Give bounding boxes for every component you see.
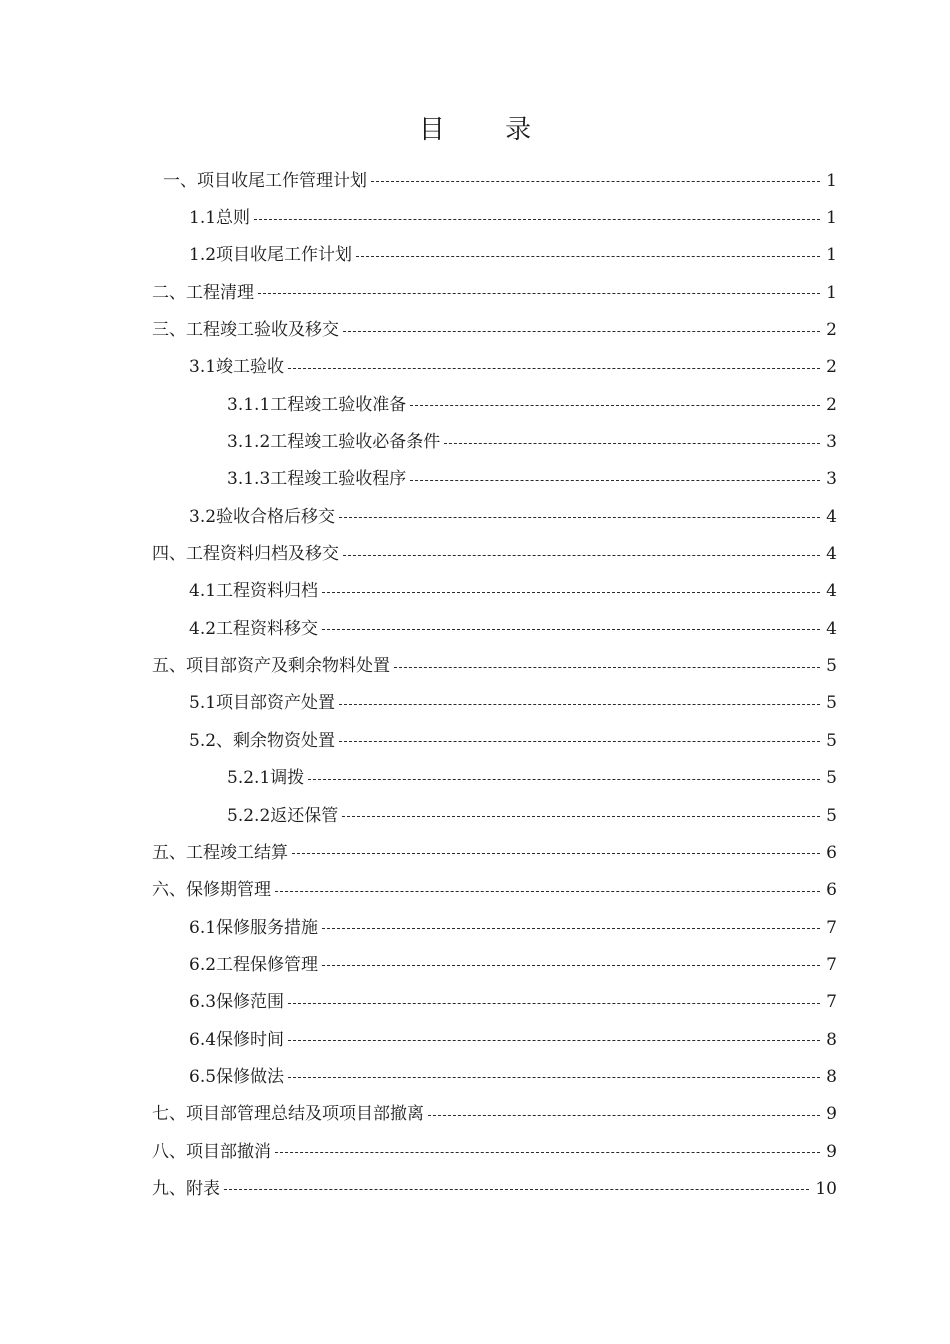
- toc-entry[interactable]: [0, 1021, 950, 1058]
- toc-entry-page-number: 8: [826, 1029, 837, 1050]
- toc-entry-label: 七、项目部管理总结及项项目部撤离: [152, 1104, 424, 1125]
- toc-dot-leader: [342, 816, 820, 817]
- toc-entry[interactable]: [0, 909, 950, 946]
- toc-entry-page-number: 4: [826, 618, 837, 639]
- toc-entry-label: 3.2验收合格后移交: [189, 506, 336, 527]
- toc-dot-leader: [322, 928, 820, 929]
- toc-entry-page-number: 2: [826, 357, 837, 378]
- toc-dot-leader: [322, 629, 820, 630]
- toc-dot-leader: [292, 853, 820, 854]
- toc-entry[interactable]: [0, 461, 950, 498]
- toc-entry-label: 1.1总则: [189, 208, 251, 229]
- toc-dot-leader: [322, 965, 820, 966]
- toc-entry-page-number: 5: [826, 768, 837, 789]
- toc-entry-page-number: 4: [826, 506, 837, 527]
- toc-entry-label: 3.1竣工验收: [189, 357, 285, 378]
- toc-dot-leader: [371, 181, 820, 182]
- toc-entry-label: 5.2、剩余物资处置: [189, 730, 336, 751]
- toc-list: [0, 162, 950, 1208]
- toc-entry[interactable]: [0, 162, 950, 199]
- toc-dot-leader: [428, 1115, 820, 1116]
- toc-entry[interactable]: [0, 199, 950, 236]
- toc-entry-page-number: 3: [826, 469, 837, 490]
- toc-entry[interactable]: [0, 423, 950, 460]
- toc-entry-label: 九、附表: [152, 1178, 220, 1199]
- toc-entry-label: 4.1工程资料归档: [189, 581, 319, 602]
- toc-entry[interactable]: [0, 1058, 950, 1095]
- toc-entry[interactable]: [0, 1133, 950, 1170]
- toc-dot-leader: [343, 555, 820, 556]
- toc-dot-leader: [444, 443, 820, 444]
- toc-entry-page-number: 10: [815, 1178, 837, 1199]
- toc-entry-page-number: 1: [826, 208, 837, 229]
- toc-entry[interactable]: [0, 386, 950, 423]
- toc-entry[interactable]: [0, 834, 950, 871]
- toc-dot-leader: [308, 779, 820, 780]
- toc-entry[interactable]: [0, 573, 950, 610]
- toc-entry-label: 6.5保修做法: [189, 1066, 285, 1087]
- toc-entry-label: 五、工程竣工结算: [152, 842, 288, 863]
- toc-entry-label: 六、保修期管理: [152, 880, 271, 901]
- toc-entry[interactable]: [0, 237, 950, 274]
- toc-entry-label: 3.1.3工程竣工验收程序: [227, 469, 407, 490]
- toc-dot-leader: [275, 1152, 820, 1153]
- toc-dot-leader: [339, 741, 820, 742]
- toc-dot-leader: [254, 219, 820, 220]
- toc-entry-label: 5.2.2返还保管: [227, 805, 339, 826]
- toc-entry-page-number: 2: [826, 394, 837, 415]
- toc-dot-leader: [339, 517, 820, 518]
- toc-dot-leader: [288, 1077, 820, 1078]
- toc-entry-label: 二、工程清理: [152, 282, 254, 303]
- toc-entry-label: 八、项目部撤消: [152, 1141, 271, 1162]
- toc-entry[interactable]: [0, 349, 950, 386]
- toc-dot-leader: [410, 405, 820, 406]
- toc-entry-label: 五、项目部资产及剩余物料处置: [152, 656, 390, 677]
- toc-entry[interactable]: [0, 647, 950, 684]
- toc-dot-leader: [356, 256, 820, 257]
- toc-entry[interactable]: [0, 760, 950, 797]
- toc-entry-page-number: 2: [826, 320, 837, 341]
- toc-entry-label: 6.4保修时间: [189, 1029, 285, 1050]
- toc-entry-page-number: 1: [826, 245, 837, 266]
- toc-entry[interactable]: [0, 685, 950, 722]
- toc-entry-page-number: 8: [826, 1066, 837, 1087]
- toc-entry-page-number: 5: [826, 805, 837, 826]
- toc-entry[interactable]: [0, 1096, 950, 1133]
- toc-dot-leader: [288, 368, 820, 369]
- toc-entry-label: 一、项目收尾工作管理计划: [163, 170, 367, 191]
- toc-entry-page-number: 9: [826, 1104, 837, 1125]
- toc-entry-label: 4.2工程资料移交: [189, 618, 319, 639]
- toc-entry-label: 6.1保修服务措施: [189, 917, 319, 938]
- toc-entry-label: 6.3保修范围: [189, 992, 285, 1013]
- toc-entry-label: 6.2工程保修管理: [189, 954, 319, 975]
- toc-entry-page-number: 4: [826, 581, 837, 602]
- toc-entry-page-number: 7: [826, 992, 837, 1013]
- toc-entry-page-number: 1: [826, 170, 837, 191]
- toc-entry[interactable]: [0, 984, 950, 1021]
- toc-entry-page-number: 1: [826, 282, 837, 303]
- toc-entry-label: 3.1.2工程竣工验收必备条件: [227, 432, 441, 453]
- toc-entry-page-number: 6: [826, 880, 837, 901]
- toc-dot-leader: [224, 1189, 809, 1190]
- toc-entry[interactable]: [0, 797, 950, 834]
- toc-entry-label: 5.2.1调拨: [227, 768, 305, 789]
- toc-dot-leader: [394, 667, 820, 668]
- toc-entry-page-number: 5: [826, 730, 837, 751]
- toc-dot-leader: [288, 1003, 820, 1004]
- toc-entry[interactable]: [0, 1170, 950, 1207]
- toc-entry-page-number: 5: [826, 693, 837, 714]
- toc-entry-label: 1.2项目收尾工作计划: [189, 245, 353, 266]
- toc-entry[interactable]: [0, 872, 950, 909]
- toc-entry[interactable]: [0, 535, 950, 572]
- toc-dot-leader: [275, 891, 820, 892]
- toc-dot-leader: [339, 704, 820, 705]
- toc-dot-leader: [258, 293, 820, 294]
- toc-entry[interactable]: [0, 311, 950, 348]
- toc-entry[interactable]: [0, 498, 950, 535]
- toc-entry-label: 三、工程竣工验收及移交: [152, 320, 339, 341]
- toc-entry[interactable]: [0, 946, 950, 983]
- toc-entry-label: 3.1.1工程竣工验收准备: [227, 394, 407, 415]
- toc-entry[interactable]: [0, 274, 950, 311]
- toc-dot-leader: [288, 1040, 820, 1041]
- toc-entry[interactable]: [0, 722, 950, 759]
- toc-entry-page-number: 6: [826, 842, 837, 863]
- page-title: 目 录: [418, 115, 558, 145]
- toc-entry[interactable]: [0, 610, 950, 647]
- toc-entry-label: 四、工程资料归档及移交: [152, 544, 339, 565]
- toc-entry-page-number: 7: [826, 954, 837, 975]
- toc-dot-leader: [410, 480, 820, 481]
- toc-entry-label: 5.1项目部资产处置: [189, 693, 336, 714]
- toc-dot-leader: [322, 592, 820, 593]
- toc-entry-page-number: 5: [826, 656, 837, 677]
- toc-dot-leader: [343, 331, 820, 332]
- toc-entry-page-number: 4: [826, 544, 837, 565]
- toc-entry-page-number: 7: [826, 917, 837, 938]
- toc-entry-page-number: 9: [826, 1141, 837, 1162]
- toc-entry-page-number: 3: [826, 432, 837, 453]
